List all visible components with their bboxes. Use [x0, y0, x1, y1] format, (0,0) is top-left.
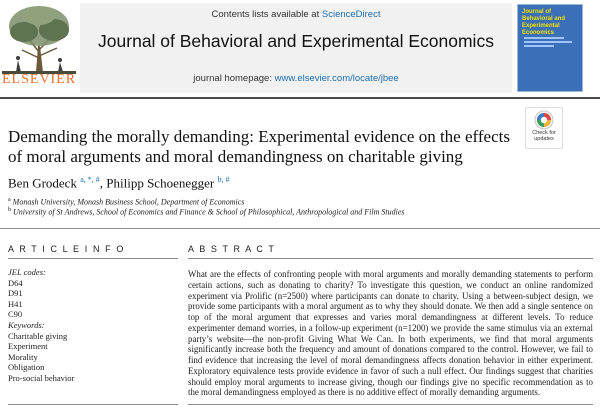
article-title: Demanding the morally demanding: Experimental evidence on the effects of moral arguments and moral demandingness on charitable giving	[8, 127, 510, 166]
contents-line	[80, 9, 512, 20]
publisher-name: ELSEVIER	[2, 72, 77, 87]
affiliation-mark: a	[8, 197, 11, 203]
section-divider	[8, 404, 178, 405]
jel-code: C90	[8, 309, 23, 320]
journal-title: Journal of Behavioral and Experimental Economics	[98, 31, 494, 51]
journal-header	[0, 0, 600, 99]
keyword[interactable]: Pro-social behavior	[8, 372, 75, 383]
journal-cover-thumbnail[interactable]	[517, 4, 583, 92]
article-info-heading: A R T I C L E I N F O	[8, 244, 125, 254]
article-info-panel	[8, 244, 178, 384]
jel-codes-label: JEL codes:	[8, 267, 46, 277]
keyword[interactable]: Charitable giving	[8, 330, 68, 341]
abstract-heading: A B S T R A C T	[188, 244, 276, 254]
author-separator: ,	[99, 175, 107, 191]
abstract-panel	[188, 244, 593, 398]
header-divider	[0, 97, 600, 99]
sciencedirect-link[interactable]: ScienceDirect	[321, 9, 381, 20]
keyword[interactable]: Obligation	[8, 362, 45, 373]
abstract-text: What are the effects of confronting people with moral arguments and morally demanding statements to perform certain actions, such as donating to charity? To investigate this question, we conduct an online randomized experiment via Prolific (n=2500) where participants can donate to charity. Using a between-subject design, we provide some participants with a moral argument as to why they should donate. We then add a single sentence on top of the moral argument that expresses and varies moral demandingness at different levels. To reduce experimenter demand worries, in a follow-up experiment (n=1200) we provide the same stimulus via an external party’s website—the non-profit Giving What We Can. In both experiments, we find that moral arguments significantly increase both the frequency and amount of donations compared to the control. However, we fail to find evidence that increasing the level of moral demandingness affects donation behavior in either experiment. Exploratory equivalence tests provide evidence in favor of such a null effect. Our findings suggest that charities should employ moral arguments to increase giving, though our findings give no specific recommendation as to the moral demandingness employed as there is no additive effect of morally demanding arguments.	[188, 269, 593, 398]
contents-prefix: Contents lists available at	[211, 9, 322, 20]
check-for-updates-button[interactable]	[525, 107, 563, 149]
section-divider	[188, 404, 593, 405]
homepage-prefix: journal homepage:	[193, 73, 275, 84]
cover-decoration	[524, 37, 564, 39]
keyword[interactable]: Morality	[8, 351, 38, 362]
jel-code: D64	[8, 277, 23, 288]
check-for-updates-icon	[534, 110, 554, 130]
homepage-line	[80, 73, 512, 84]
affiliation	[8, 197, 568, 207]
cover-title: Journal of Behavioral and Experimental Economics	[522, 9, 566, 36]
cover-decoration	[524, 41, 572, 43]
keyword[interactable]: Experiment	[8, 341, 48, 352]
section-rule	[188, 258, 593, 259]
affiliation-text: Monash University, Monash Business School, Department of Economics	[12, 197, 245, 207]
author-name[interactable]: Ben Grodeck	[8, 175, 77, 191]
affiliation-mark: b	[8, 207, 11, 213]
jel-code: H41	[8, 298, 23, 309]
author-list	[8, 175, 568, 191]
author-name[interactable]: Philipp Schoenegger	[106, 175, 215, 191]
check-for-updates-label: Check for updates	[532, 130, 556, 142]
author-marks[interactable]: b, #	[217, 175, 230, 184]
affiliation-text: University of St Andrews, School of Economics and Finance & School of Philosophical, Anthropological and Film Studies	[13, 207, 405, 217]
tree-icon	[2, 2, 76, 74]
keywords-label: Keywords:	[8, 319, 45, 330]
cover-decoration	[524, 45, 554, 47]
jel-codes-block	[8, 267, 178, 384]
affiliation	[8, 207, 568, 217]
section-rule	[8, 258, 178, 259]
journal-homepage-link[interactable]: www.elsevier.com/locate/jbee	[274, 73, 399, 84]
section-divider	[0, 228, 600, 229]
journal-masthead	[80, 3, 512, 93]
jel-code: D91	[8, 288, 23, 299]
author-marks[interactable]: a, *, #	[80, 175, 100, 184]
